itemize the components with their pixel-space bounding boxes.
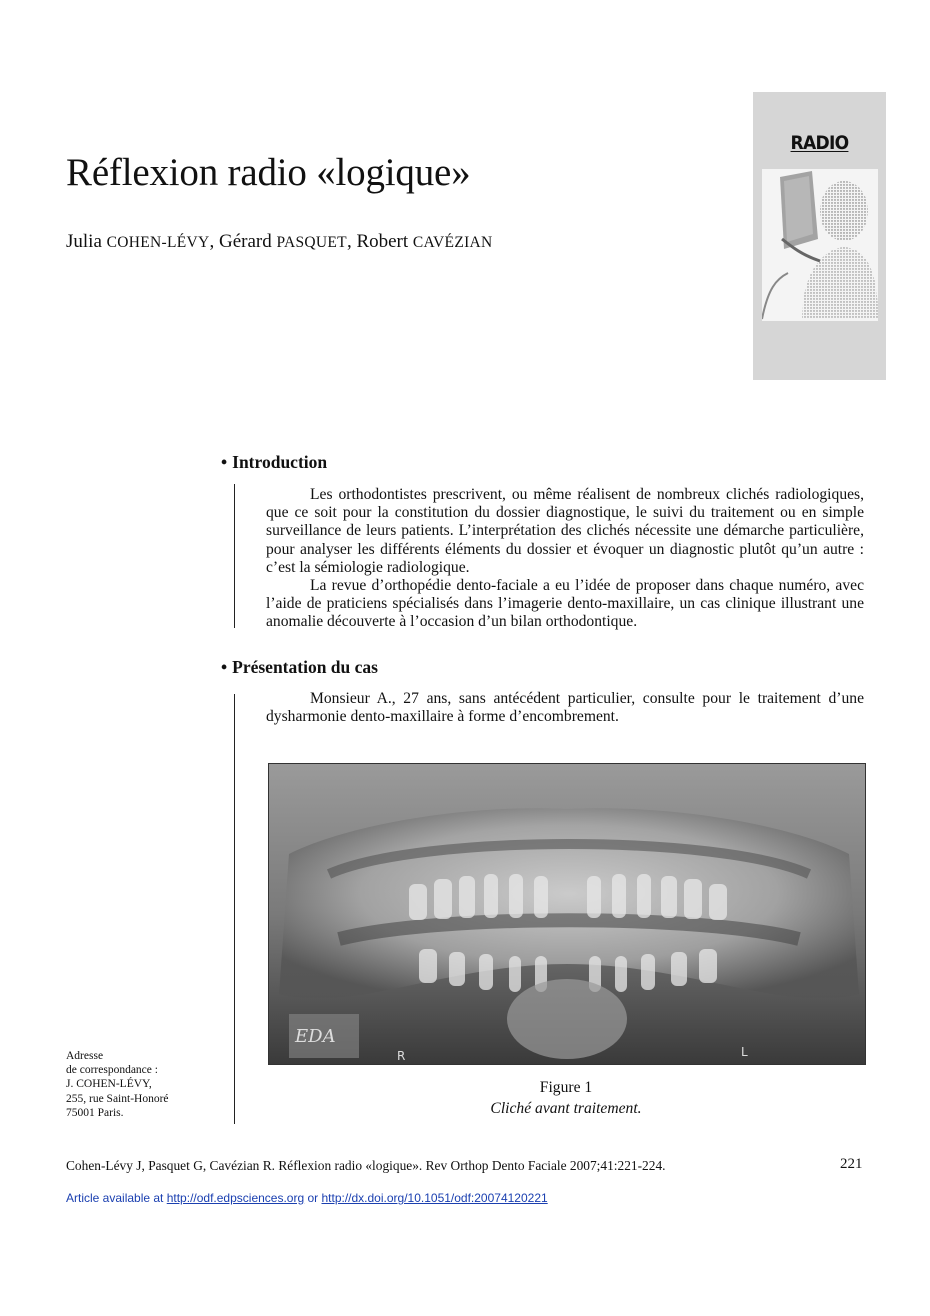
radiologist-illustration [762, 169, 878, 321]
doi-link[interactable]: http://dx.doi.org/10.1051/odf:20074120221 [321, 1191, 548, 1205]
right-side-marker: R [397, 1049, 406, 1063]
left-side-marker: L [741, 1045, 748, 1059]
section-rule [234, 694, 235, 1124]
paragraph: Les orthodontistes prescrivent, ou même réalisent de nombreux clichés radiologiques, que ce soit pour la constitution du dossier diagnostique, le suivi du traitement ou en simple surveillance de leurs patients. L’interprétation des clichés nécessite une démarche particulière, pour analyser les différents éléments du dossier et évoquer un diagnostic plutôt qu’un autre : c’est la sémiologie radiologique. [266, 486, 864, 576]
author-3: Robert CAVÉZIAN [356, 231, 493, 252]
bullet-icon: • [221, 452, 228, 472]
introduction-body [266, 486, 864, 632]
panoramic-radiograph [268, 763, 866, 1065]
journal-link[interactable]: http://odf.edpsciences.org [166, 1191, 305, 1205]
address-line: de correspondance : [66, 1064, 158, 1077]
availability-note: Article available at http://odf.edpsciences.org or http://dx.doi.org/10.1051/odf:20074120221 [66, 1191, 548, 1205]
paragraph: Monsieur A., 27 ans, sans antécédent particulier, consulte pour le traitement d’une dysharmonie dento-maxillaire à forme d’encombrement. [266, 690, 864, 726]
section-label: RADIO [790, 132, 849, 154]
section-rule [234, 484, 235, 628]
section-heading-introduction: • Introduction [221, 452, 328, 472]
section-sidebar [753, 92, 886, 380]
address-line: 75001 Paris. [66, 1106, 124, 1119]
figure-number: Figure 1 [539, 1079, 593, 1096]
film-handwriting: EDA [295, 1026, 336, 1047]
address-line: J. COHEN-LÉVY, [66, 1078, 152, 1091]
citation: Cohen-Lévy J, Pasquet G, Cavézian R. Réflexion radio «logique». Rev Orthop Dento Faciale 2007;41:221-224. [66, 1158, 666, 1173]
section-heading-case: • Présentation du cas [221, 657, 378, 677]
bullet-icon: • [221, 657, 228, 677]
paragraph: La revue d’orthopédie dento-faciale a eu l’idée de proposer dans chaque numéro, avec l’aide de praticiens spécialisés dans l’imagerie dento-maxillaire, un cas clinique illustrant une anomalie découverte à l’occasion d’un bilan orthodontique. [266, 577, 864, 631]
address-line: 255, rue Saint-Honoré [66, 1092, 169, 1105]
author-2: Gérard PASQUET, [219, 231, 357, 252]
author-list [66, 231, 493, 253]
figure-caption: Cliché avant traitement. [490, 1100, 642, 1117]
address-line: Adresse [66, 1050, 104, 1062]
author-1: Julia COHEN-LÉVY, [66, 231, 220, 252]
correspondence-address [66, 1049, 216, 1120]
page-number: 221 [840, 1156, 863, 1172]
case-body [266, 690, 864, 726]
article-title: Réflexion radio «logique» [66, 151, 471, 194]
